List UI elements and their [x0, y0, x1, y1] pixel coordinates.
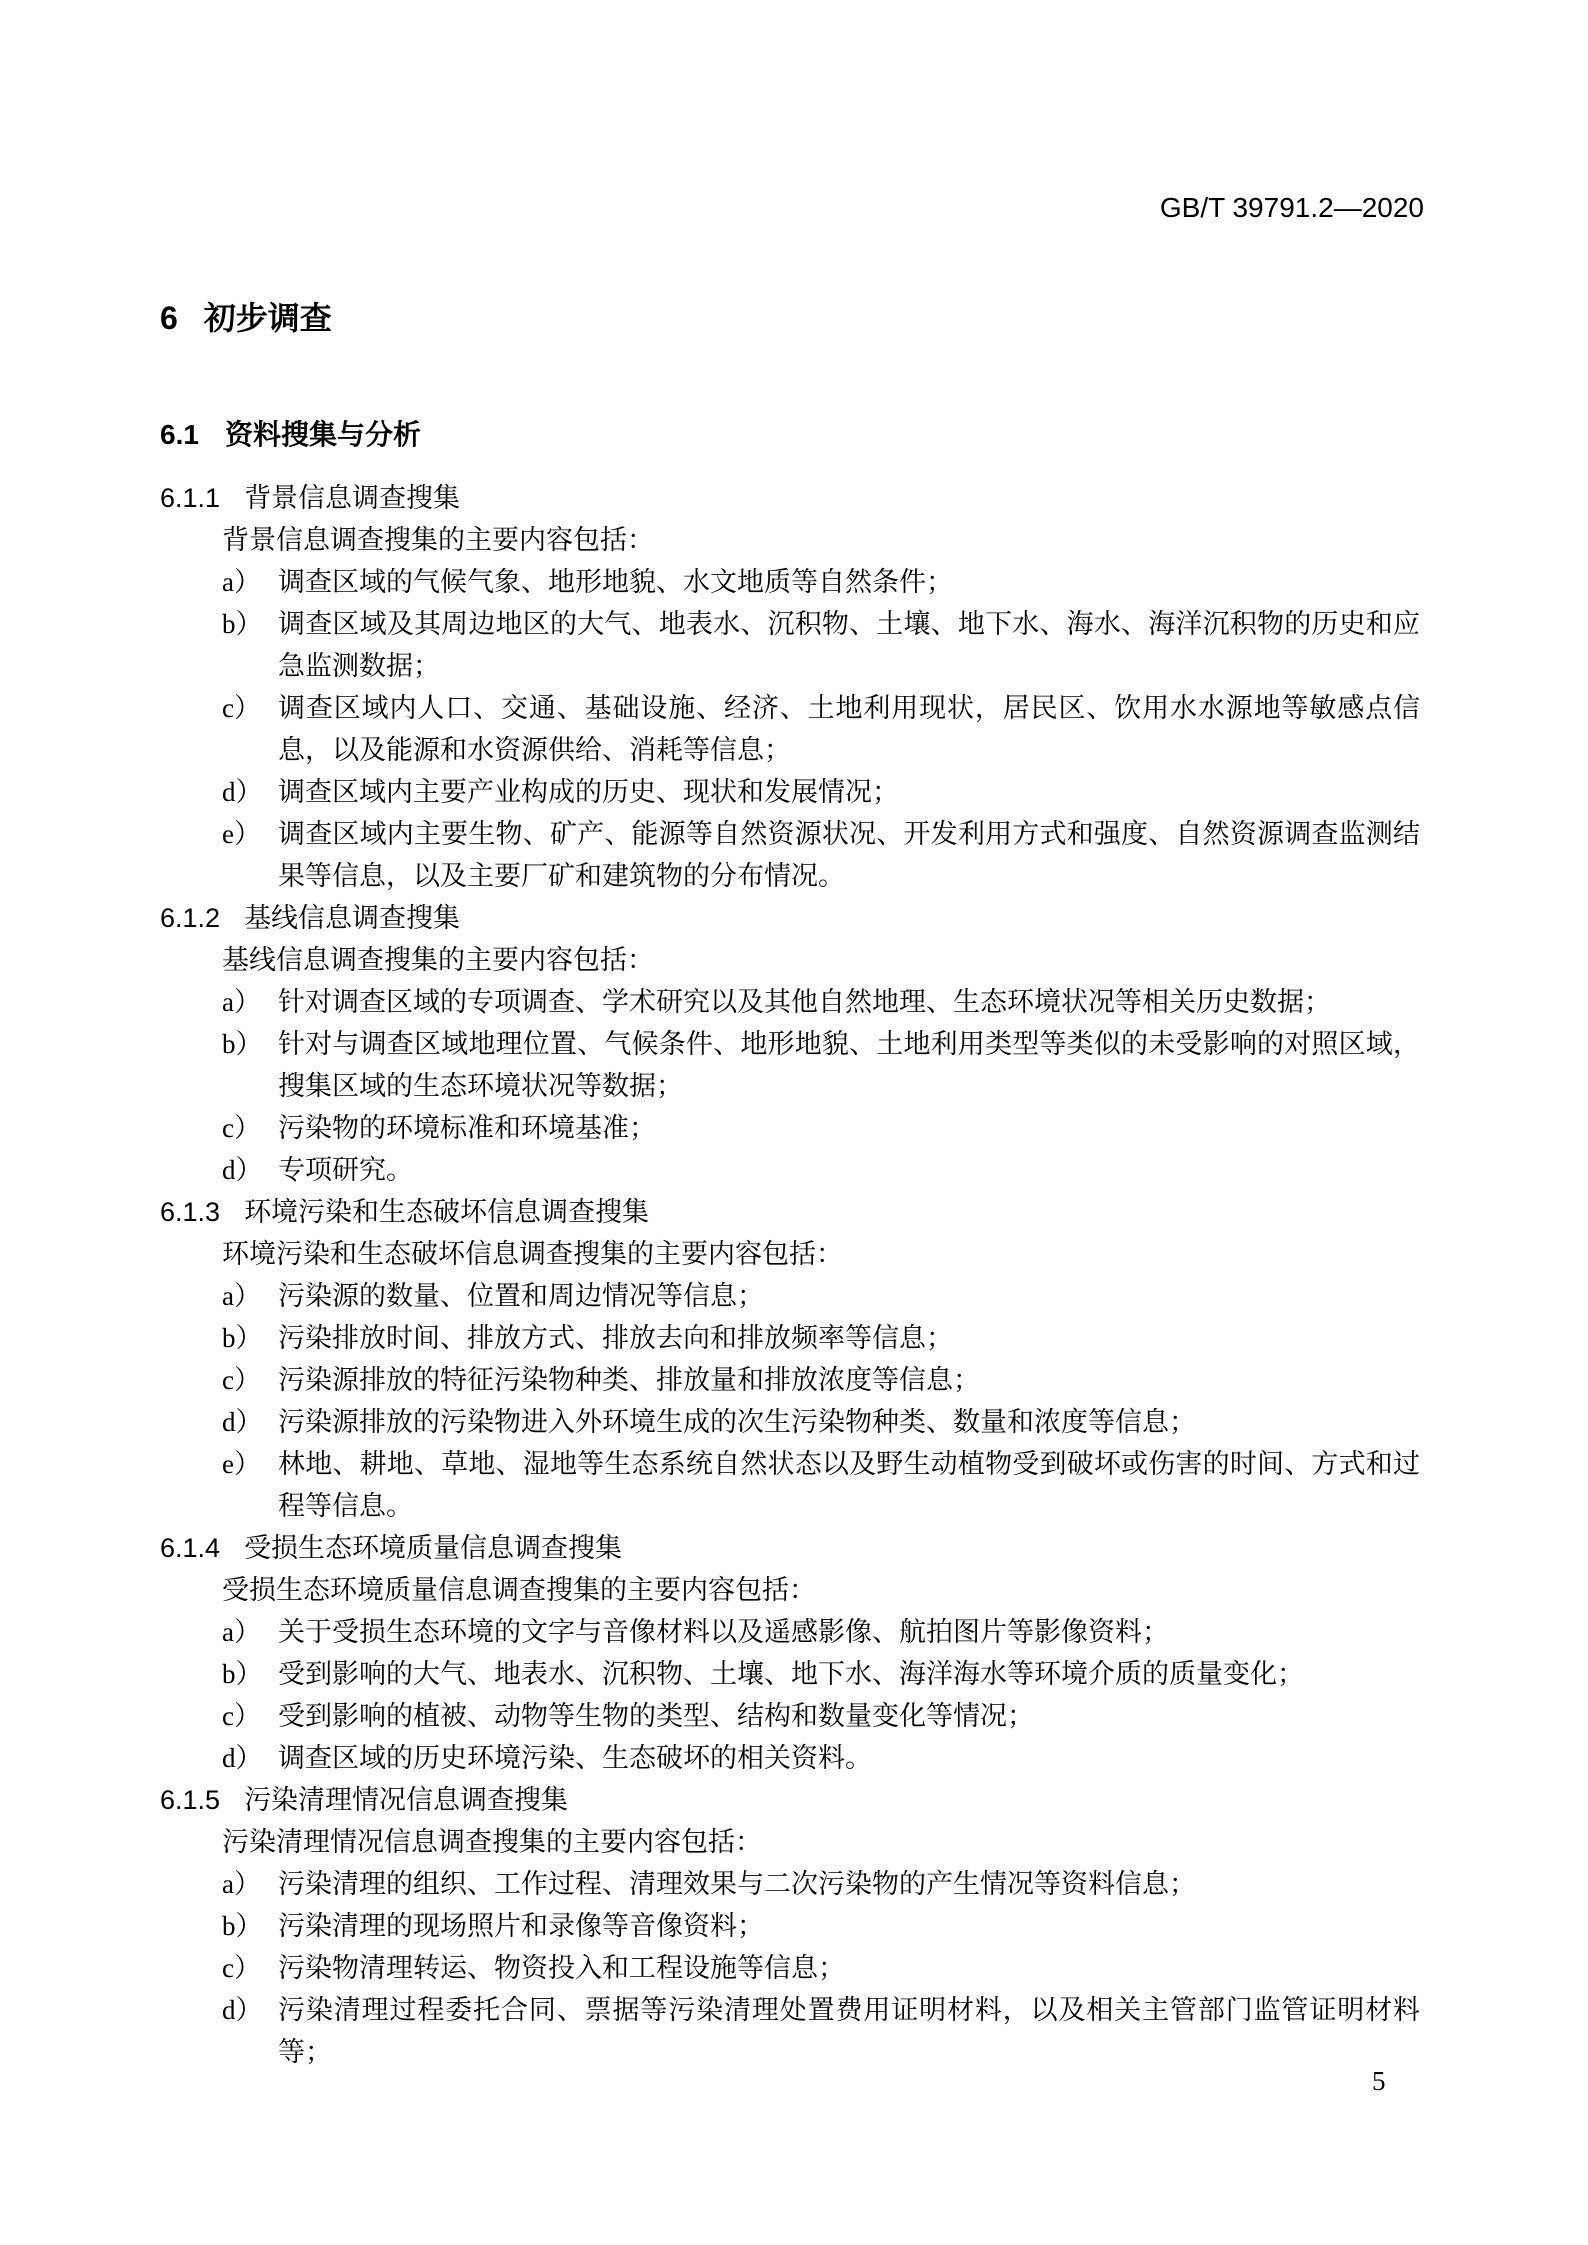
item-marker: c）: [222, 693, 261, 723]
chapter-title: 初步调查: [203, 300, 332, 336]
subsection-number: 6.1.3: [160, 1197, 221, 1227]
doc-number: GB/T 39791.2—2020: [1159, 192, 1424, 223]
list-item: [160, 813, 1422, 897]
list-item: [160, 1611, 1422, 1653]
item-text: 调查区域内人口、交通、基础设施、经济、土地利用现状，居民区、饮用水水源地等敏感点信息，以及能源和水资源供给、消耗等信息；: [278, 693, 1420, 765]
item-text: 污染清理的组织、工作过程、清理效果与二次污染物的产生情况等资料信息；: [278, 1869, 1196, 1899]
subsection-title: 基线信息调查搜集: [244, 903, 461, 933]
list-item: [160, 1149, 1422, 1191]
item-text: 专项研究。: [278, 1155, 413, 1185]
item-text: 污染清理过程委托合同、票据等污染清理处置费用证明材料，以及相关主管部门监管证明材料等；: [278, 1995, 1420, 2067]
subsection-heading: [160, 1779, 1422, 1821]
list-item: [160, 561, 1422, 603]
intro-paragraph: 环境污染和生态破坏信息调查搜集的主要内容包括：: [222, 1239, 843, 1269]
list-item: [160, 1947, 1422, 1989]
list-item: [160, 603, 1422, 687]
subsection-heading: [160, 1191, 1422, 1233]
item-marker: b）: [222, 1911, 263, 1941]
item-marker: b）: [222, 1029, 263, 1059]
subsection-heading: [160, 477, 1422, 519]
item-marker: b）: [222, 1659, 263, 1689]
item-marker: e）: [222, 1449, 261, 1479]
item-marker: d）: [222, 1407, 263, 1437]
page-number: 5: [1372, 2066, 1386, 2096]
subsection-title: 受损生态环境质量信息调查搜集: [244, 1533, 623, 1563]
list-item: [160, 1737, 1422, 1779]
item-marker: a）: [222, 1869, 261, 1899]
section-heading: [160, 415, 1422, 455]
list-item: [160, 1695, 1422, 1737]
list-item: [160, 1653, 1422, 1695]
subsection-title: 污染清理情况信息调查搜集: [244, 1785, 569, 1815]
list-item: [160, 1275, 1422, 1317]
item-marker: c）: [222, 1113, 261, 1143]
intro-paragraph: 基线信息调查搜集的主要内容包括：: [222, 945, 654, 975]
item-marker: b）: [222, 609, 263, 639]
item-marker: e）: [222, 819, 261, 849]
list-item: [160, 771, 1422, 813]
intro-paragraph: 污染清理情况信息调查搜集的主要内容包括：: [222, 1827, 762, 1857]
list-item: [160, 1401, 1422, 1443]
subsection-title: 背景信息调查搜集: [244, 483, 461, 513]
item-text: 调查区域内主要产业构成的历史、现状和发展情况；: [278, 777, 899, 807]
item-text: 受到影响的植被、动物等生物的类型、结构和数量变化等情况；: [278, 1701, 1034, 1731]
item-text: 污染源排放的特征污染物种类、排放量和排放浓度等信息；: [278, 1365, 980, 1395]
list-item: [160, 1863, 1422, 1905]
subsection-number: 6.1.2: [160, 903, 221, 933]
item-text: 污染排放时间、排放方式、排放去向和排放频率等信息；: [278, 1323, 953, 1353]
item-marker: c）: [222, 1953, 261, 1983]
section-number: 6.1: [160, 419, 199, 450]
list-item: [160, 1359, 1422, 1401]
item-text: 林地、耕地、草地、湿地等生态系统自然状态以及野生动植物受到破坏或伤害的时间、方式和过程等信息。: [278, 1449, 1420, 1521]
item-text: 关于受损生态环境的文字与音像材料以及遥感影像、航拍图片等影像资料；: [278, 1617, 1169, 1647]
subsection-heading: [160, 897, 1422, 939]
item-text: 污染源的数量、位置和周边情况等信息；: [278, 1281, 764, 1311]
item-text: 污染清理的现场照片和录像等音像资料；: [278, 1911, 764, 1941]
item-marker: c）: [222, 1365, 261, 1395]
item-marker: b）: [222, 1323, 263, 1353]
item-marker: a）: [222, 987, 261, 1017]
item-marker: d）: [222, 1743, 263, 1773]
item-marker: d）: [222, 1155, 263, 1185]
list-item: [160, 1023, 1422, 1107]
subsection-number: 6.1.1: [160, 483, 221, 513]
list-item: [160, 1317, 1422, 1359]
item-text: 污染源排放的污染物进入外环境生成的次生污染物种类、数量和浓度等信息；: [278, 1407, 1196, 1437]
list-item: [160, 1989, 1422, 2073]
item-marker: a）: [222, 1281, 261, 1311]
chapter-number: 6: [160, 300, 178, 336]
item-marker: d）: [222, 1995, 263, 2025]
item-text: 调查区域内主要生物、矿产、能源等自然资源状况、开发利用方式和强度、自然资源调查监测结果等信息，以及主要厂矿和建筑物的分布情况。: [278, 819, 1420, 891]
item-marker: c）: [222, 1701, 261, 1731]
subsection-title: 环境污染和生态破坏信息调查搜集: [244, 1197, 650, 1227]
intro-paragraph: 受损生态环境质量信息调查搜集的主要内容包括：: [222, 1575, 816, 1605]
list-item: [160, 981, 1422, 1023]
intro-paragraph: 背景信息调查搜集的主要内容包括：: [222, 525, 654, 555]
list-item: [160, 1905, 1422, 1947]
item-marker: a）: [222, 1617, 261, 1647]
item-marker: a）: [222, 567, 261, 597]
item-text: 针对与调查区域地理位置、气候条件、地形地貌、土地利用类型等类似的未受影响的对照区域，搜集区域的生态环境状况等数据；: [278, 1029, 1420, 1101]
item-text: 调查区域的气候气象、地形地貌、水文地质等自然条件；: [278, 567, 953, 597]
item-text: 污染物的环境标准和环境基准；: [278, 1113, 656, 1143]
subsections: [160, 477, 1422, 2073]
item-marker: d）: [222, 777, 263, 807]
item-text: 受到影响的大气、地表水、沉积物、土壤、地下水、海洋海水等环境介质的质量变化；: [278, 1659, 1304, 1689]
item-text: 调查区域及其周边地区的大气、地表水、沉积物、土壤、地下水、海水、海洋沉积物的历史和应急监测数据；: [278, 609, 1420, 681]
item-text: 针对调查区域的专项调查、学术研究以及其他自然地理、生态环境状况等相关历史数据；: [278, 987, 1331, 1017]
section-title: 资料搜集与分析: [224, 419, 421, 450]
list-item: [160, 1107, 1422, 1149]
list-item: [160, 1443, 1422, 1527]
chapter-heading: [160, 293, 1422, 343]
item-text: 调查区域的历史环境污染、生态破坏的相关资料。: [278, 1743, 872, 1773]
subsection-heading: [160, 1527, 1422, 1569]
subsection-number: 6.1.5: [160, 1785, 221, 1815]
list-item: [160, 687, 1422, 771]
subsection-number: 6.1.4: [160, 1533, 221, 1563]
document-body: [160, 293, 1422, 2073]
item-text: 污染物清理转运、物资投入和工程设施等信息；: [278, 1953, 845, 1983]
